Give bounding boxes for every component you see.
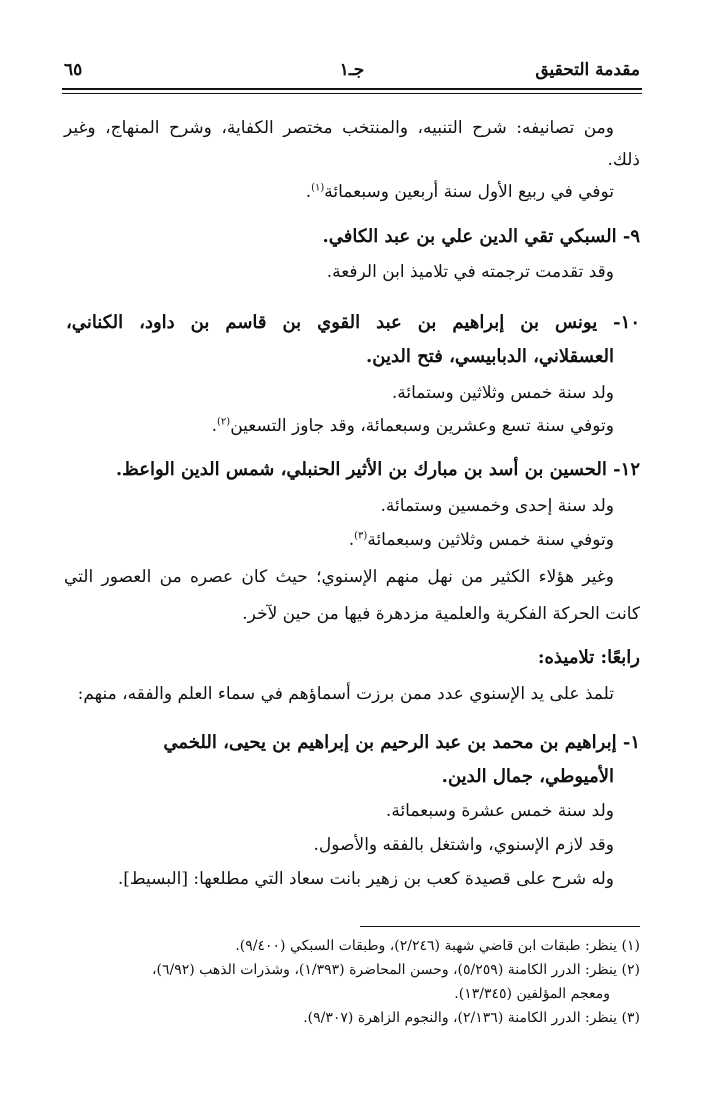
death-text: وتوفي سنة تسع وعشرين وسبعمائة، وقد جاوز التسعين <box>230 416 614 436</box>
death-line <box>306 182 614 202</box>
header-rule-thick <box>62 88 642 90</box>
footnote: (٢) ينظر: الدرر الكامنة (٥/٢٥٩)، وحسن المحاضرة (١/٣٩٣)، وشذرات الذهب (٦/٩٢)، <box>151 962 640 978</box>
page-number: ٦٥ <box>64 60 83 80</box>
birth-line: ولد سنة خمس عشرة وسبعمائة. <box>385 801 614 821</box>
entry-note: وقد تقدمت ترجمته في تلاميذ ابن الرفعة. <box>326 262 614 282</box>
footnote-separator <box>360 926 640 927</box>
birth-line: ولد سنة خمس وثلاثين وستمائة. <box>391 383 614 403</box>
paragraph-line: كانت الحركة الفكرية والعلمية مزدهرة فيها من حين لآخر. <box>242 604 640 624</box>
punct: . <box>211 416 217 436</box>
running-title: مقدمة التحقيق <box>535 60 640 80</box>
entry-title: ٩- السبكي تقي الدين علي بن عبد الكافي. <box>322 226 640 247</box>
volume-label: جـ١ <box>339 60 365 80</box>
footnote: (٣) ينظر: الدرر الكامنة (٢/١٣٦)، والنجوم الزاهرة (٩/٣٠٧). <box>303 1010 640 1026</box>
section-intro: تلمذ على يد الإسنوي عدد ممن برزت أسماؤهم في سماء العلم والفقه، منهم: <box>77 684 614 704</box>
footnote-ref[interactable]: (٢) <box>217 416 231 428</box>
work-line: وله شرح على قصيدة كعب بن زهير بانت سعاد التي مطلعها: [البسيط]. <box>117 869 614 889</box>
entry-title: ١- إبراهيم بن محمد بن عبد الرحيم بن إبراهيم بن يحيى، اللخمي <box>163 732 640 753</box>
footnote-ref[interactable]: (١) <box>311 182 325 194</box>
entry-title: ١٠- يونس بن إبراهيم بن عبد القوي بن قاسم بن داود، الكناني، <box>66 312 640 333</box>
footnote-cont: ومعجم المؤلفين (١٣/٣٤٥). <box>454 986 610 1002</box>
death-text: وتوفي سنة خمس وثلاثين وسبعمائة <box>367 530 614 550</box>
entry-title: ١٢- الحسين بن أسد بن مبارك بن الأثير الحنبلي، شمس الدين الواعظ. <box>115 459 640 480</box>
paragraph-line: ذلك. <box>607 150 640 170</box>
paragraph-line: ومن تصانيفه: شرح التنبيه، والمنتخب مختصر الكفاية، وشرح المنهاج، وغير <box>64 118 614 138</box>
entry-title-cont: الأميوطي، جمال الدين. <box>441 766 614 787</box>
page-header <box>64 58 640 84</box>
footnote-ref[interactable]: (٣) <box>354 530 368 542</box>
entry-title-cont: العسقلاني، الدبابيسي، فتح الدين. <box>365 346 614 367</box>
punct: . <box>305 182 312 202</box>
header-rule-thin <box>62 93 642 94</box>
birth-line: ولد سنة إحدى وخمسين وستمائة. <box>380 496 614 516</box>
study-line: وقد لازم الإسنوي، واشتغل بالفقه والأصول. <box>313 835 614 855</box>
death-line <box>212 416 614 436</box>
footnote: (١) ينظر: طبقات ابن قاضي شهبة (٢/٢٤٦)، وطبقات السبكي (٩/٤٠٠). <box>235 938 640 954</box>
death-line <box>349 530 614 550</box>
paragraph-line: وغير هؤلاء الكثير من نهل منهم الإسنوي؛ حيث كان عصره من العصور التي <box>64 567 614 587</box>
punct: . <box>348 530 355 550</box>
death-text: توفي في ربيع الأول سنة أربعين وسبعمائة <box>324 182 614 202</box>
section-heading: رابعًا: تلاميذه: <box>537 647 640 668</box>
